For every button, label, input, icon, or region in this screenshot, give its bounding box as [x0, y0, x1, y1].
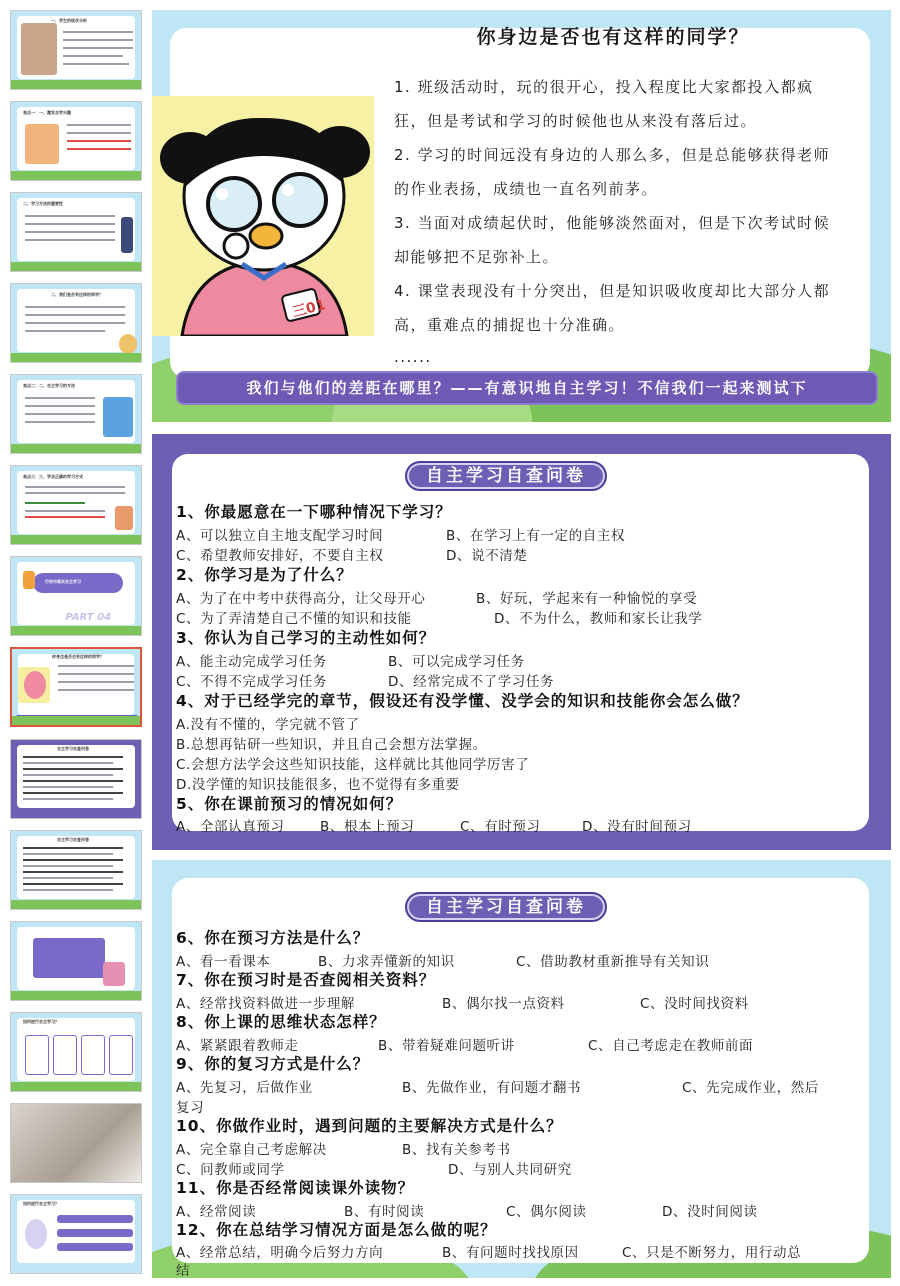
slide-thumbnail-5[interactable]: 观点二：二、自主学习的方法 — [10, 374, 142, 454]
q1-option-c[interactable]: C、希望教师安排好，不要自主权 — [176, 548, 384, 564]
slide-thumbnail-2[interactable]: 观点一：一、激发自学兴趣 — [10, 101, 142, 181]
cartoon-girl-magnifier-illustration — [152, 96, 374, 336]
slide1-title: 你身边是否也有这样的同学？ — [476, 26, 750, 48]
q8-option-b[interactable]: B、带着疑难问题听讲 — [378, 1038, 515, 1054]
slide-thumbnail-12[interactable]: 如何进行自主学习？ — [10, 1012, 142, 1092]
question-4: 4、对于已经学完的章节，假设还有没学懂、没学会的知识和技能你会怎么做？ — [176, 692, 749, 710]
question-8: 8、你上课的思维状态怎样？ — [176, 1013, 386, 1031]
q7-option-b[interactable]: B、偶尔找一点资料 — [442, 996, 565, 1012]
q5-option-c[interactable]: C、有时预习 — [460, 819, 541, 835]
slide-thumbnail-7[interactable]: 行动中落实自主学习 PART 04 — [10, 556, 142, 636]
questionnaire-header: 自主学习自查问卷 — [405, 892, 607, 922]
slide1-point-4: 4. 课堂表现没有十分突出，但是知识吸收度却比大部分人都高，重难点的捕捉也十分准确。 — [394, 282, 831, 334]
q11-option-c[interactable]: C、偶尔阅读 — [506, 1204, 587, 1220]
question-11: 11、你是否经常阅读课外读物？ — [176, 1179, 415, 1197]
slide-thumbnail-1[interactable]: 一、学生的现状分析 — [10, 10, 142, 90]
slide1-point-3: 3. 当面对成绩起伏时，他能够淡然面对，但是下次考试时候却能够把不足弥补上。 — [394, 214, 831, 266]
question-12: 12、你在总结学习情况方面是怎么做的呢？ — [176, 1221, 497, 1239]
q2-option-b[interactable]: B、好玩，学起来有一种愉悦的享受 — [476, 591, 698, 607]
slide-thumbnail-11[interactable] — [10, 921, 142, 1001]
question-6: 6、你在预习方法是什么？ — [176, 929, 370, 947]
question-5: 5、你在课前预习的情况如何？ — [176, 795, 403, 813]
q12-option-a[interactable]: A、经常总结，明确今后努力方向 — [176, 1245, 384, 1261]
slide-thumbnail-8-selected[interactable]: 你身边是否也有这样的同学？ — [10, 647, 142, 727]
slide-thumbnail-4[interactable]: 二、我们是否有这样的同学？ — [10, 283, 142, 363]
q3-option-a[interactable]: A、能主动完成学习任务 — [176, 654, 327, 670]
q5-option-a[interactable]: A、全部认真预习 — [176, 819, 285, 835]
q6-option-b[interactable]: B、力求弄懂新的知识 — [318, 954, 455, 970]
q9-option-a[interactable]: A、先复习，后做作业 — [176, 1080, 313, 1096]
q3-option-d[interactable]: D、经常完成不了学习任务 — [388, 674, 555, 690]
q9-option-b[interactable]: B、先做作业，有问题才翻书 — [402, 1080, 582, 1096]
study-photo-thumb — [11, 1104, 141, 1182]
slide-thumbnail-13[interactable] — [10, 1103, 142, 1183]
q2-option-d[interactable]: D、不为什么，教师和家长让我学 — [494, 611, 703, 627]
q6-option-a[interactable]: A、看一看课本 — [176, 954, 271, 970]
q7-option-a[interactable]: A、经常找资料做进一步理解 — [176, 996, 356, 1012]
slide-thumbnail-3[interactable]: 二、学习方法的重要性 — [10, 192, 142, 272]
question-3: 3、你认为自己学习的主动性如何？ — [176, 629, 436, 647]
question-2: 2、你学习是为了什么？ — [176, 566, 353, 584]
question-7: 7、你在预习时是否查阅相关资料？ — [176, 971, 436, 989]
q1-option-d[interactable]: D、说不清楚 — [446, 548, 528, 564]
q10-option-c[interactable]: C、问教师或同学 — [176, 1162, 285, 1178]
q12-option-c[interactable]: C、只是不断努力，用行动总 — [622, 1245, 802, 1261]
q5-option-d[interactable]: D、没有时间预习 — [582, 819, 692, 835]
question-1: 1、你最愿意在一下哪种情况下学习？ — [176, 503, 452, 521]
q3-option-c[interactable]: C、不得不完成学习任务 — [176, 674, 328, 690]
q7-option-c[interactable]: C、没时间找资料 — [640, 996, 749, 1012]
name-badge-number: 三01 — [290, 297, 328, 321]
q10-option-b[interactable]: B、找有关参考书 — [402, 1142, 511, 1158]
q8-option-c[interactable]: C、自己考虑走在教师前面 — [588, 1038, 754, 1054]
q12-option-c-continued: 结 — [176, 1263, 191, 1278]
slide1-ellipsis: ...... — [394, 348, 432, 366]
q4-option-b[interactable]: B.总想再钻研一些知识，并且自己会想方法掌握。 — [176, 737, 487, 753]
q11-option-a[interactable]: A、经常阅读 — [176, 1204, 257, 1220]
slide-peers-question — [152, 10, 891, 422]
photo-thumb — [21, 23, 57, 75]
slide-thumbnail-6[interactable]: 观点三：三、学会正确的学习方式 — [10, 465, 142, 545]
question-9: 9、你的复习方式是什么？ — [176, 1055, 370, 1073]
q4-option-a[interactable]: A.没有不懂的，学完就不管了 — [176, 717, 360, 733]
q2-option-a[interactable]: A、为了在中考中获得高分，让父母开心 — [176, 591, 426, 607]
slide1-point-1: 1. 班级活动时，玩的很开心，投入程度比大家都投入都疯狂，但是考试和学习的时候他也从来没有落后过。 — [394, 78, 814, 130]
q4-option-d[interactable]: D.没学懂的知识技能很多，也不觉得有多重要 — [176, 777, 460, 793]
q6-option-c[interactable]: C、借助教材重新推导有关知识 — [516, 954, 710, 970]
slide-questionnaire-part1 — [152, 434, 891, 850]
slide-thumbnail-sidebar — [0, 0, 148, 1286]
slide-questionnaire-part2 — [152, 860, 891, 1278]
slide-thumbnail-10[interactable]: 自主学习自查问卷 — [10, 830, 142, 910]
q9-option-c[interactable]: C、先完成作业，然后 — [682, 1080, 819, 1096]
q5-option-b[interactable]: B、根本上预习 — [320, 819, 415, 835]
slide1-point-2: 2. 学习的时间远没有身边的人那么多，但是总能够获得老师的作业表扬，成绩也一直名列前茅。 — [394, 146, 831, 198]
slide1-banner: 我们与他们的差距在哪里？——有意识地自主学习！不信我们一起来测试下 — [176, 371, 878, 405]
slide-thumbnail-14[interactable]: 如何进行自主学习？ — [10, 1194, 142, 1274]
q11-option-b[interactable]: B、有时阅读 — [344, 1204, 425, 1220]
q1-option-b[interactable]: B、在学习上有一定的自主权 — [446, 528, 626, 544]
q4-option-c[interactable]: C.会想方法学会这些知识技能，这样就比其他同学厉害了 — [176, 757, 530, 773]
q10-option-d[interactable]: D、与别人共同研究 — [448, 1162, 572, 1178]
question-10: 10、你做作业时，遇到问题的主要解决方式是什么？ — [176, 1117, 563, 1135]
q11-option-d[interactable]: D、没时间阅读 — [662, 1204, 758, 1220]
q9-option-c-continued: 复习 — [176, 1100, 205, 1116]
q2-option-c[interactable]: C、为了弄清楚自己不懂的知识和技能 — [176, 611, 412, 627]
q12-option-b[interactable]: B、有问题时找找原因 — [442, 1245, 579, 1261]
slide-thumbnail-9[interactable]: 自主学习自查问卷 — [10, 739, 142, 819]
q8-option-a[interactable]: A、紧紧跟着教师走 — [176, 1038, 299, 1054]
q10-option-a[interactable]: A、完全靠自己考虑解决 — [176, 1142, 327, 1158]
q1-option-a[interactable]: A、可以独立自主地支配学习时间 — [176, 528, 384, 544]
questionnaire-header: 自主学习自查问卷 — [405, 461, 607, 491]
q3-option-b[interactable]: B、可以完成学习任务 — [388, 654, 525, 670]
